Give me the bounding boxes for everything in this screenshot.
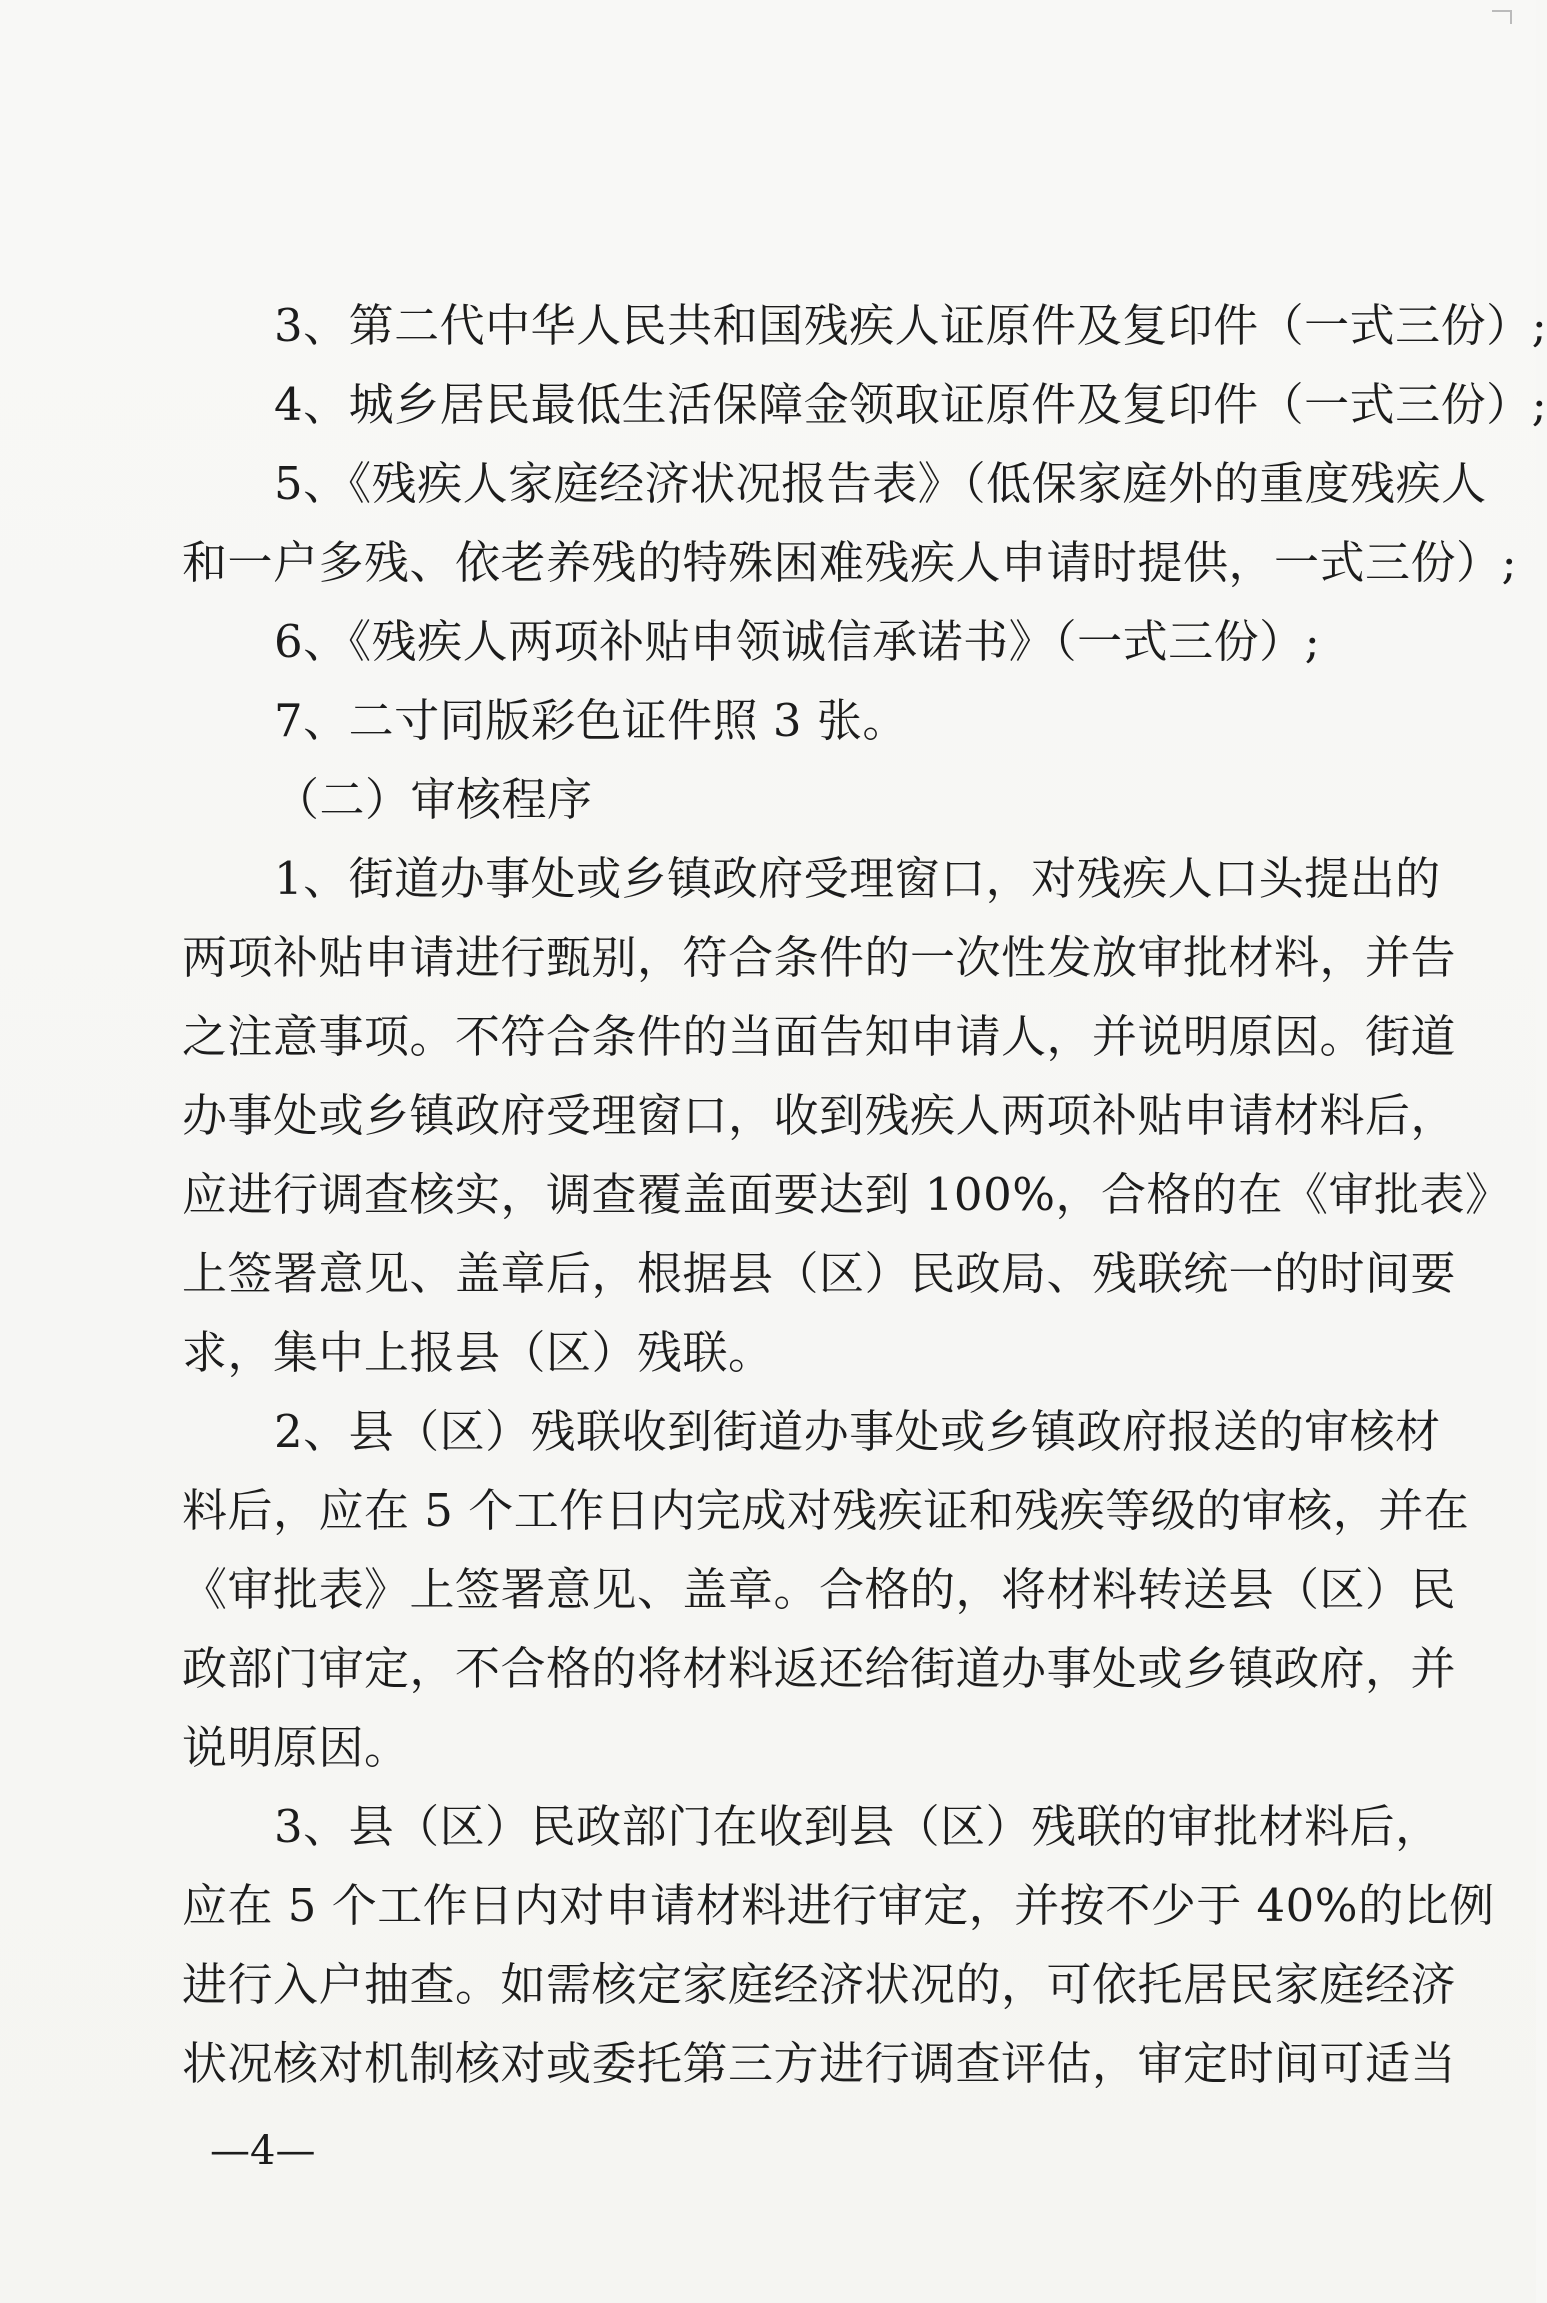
paragraph-1-line-7: 求，集中上报县（区）残联。 xyxy=(182,1326,774,1379)
list-item-5-continued: 和一户多残、依老养残的特殊困难残疾人申请时提供，一式三份）; xyxy=(182,536,1518,589)
document-body xyxy=(182,286,1547,2103)
list-item-7: 7、二寸同版彩色证件照 3 张。 xyxy=(274,694,908,747)
paragraph-2-line-3: 《审批表》上签署意见、盖章。合格的，将材料转送县（区）民 xyxy=(182,1563,1457,1616)
list-item-4: 4、城乡居民最低生活保障金领取证原件及复印件（一式三份）; xyxy=(274,378,1547,431)
page-number: —4— xyxy=(210,2128,316,2174)
paragraph-3-line-3: 进行入户抽查。如需核定家庭经济状况的，可依托居民家庭经济 xyxy=(182,1958,1457,2011)
paragraph-1-line-4: 办事处或乡镇政府受理窗口，收到残疾人两项补贴申请材料后， xyxy=(182,1089,1457,1142)
list-item-5: 5、《残疾人家庭经济状况报告表》（低保家庭外的重度残疾人 xyxy=(274,457,1487,510)
paragraph-2-line-5: 说明原因。 xyxy=(182,1721,410,1774)
paragraph-2-line-4: 政部门审定，不合格的将材料返还给街道办事处或乡镇政府，并 xyxy=(182,1642,1457,1695)
paragraph-2-line-1: 2、县（区）残联收到街道办事处或乡镇政府报送的审核材 xyxy=(274,1405,1441,1458)
paragraph-1-line-6: 上签署意见、盖章后，根据县（区）民政局、残联统一的时间要 xyxy=(182,1247,1457,1300)
list-item-3: 3、第二代中华人民共和国残疾人证原件及复印件（一式三份）; xyxy=(274,299,1547,352)
paragraph-1-line-2: 两项补贴申请进行甄别，符合条件的一次性发放审批材料，并告 xyxy=(182,931,1457,984)
paragraph-3-line-1: 3、县（区）民政部门在收到县（区）残联的审批材料后， xyxy=(274,1800,1441,1853)
paragraph-3-line-2: 应在 5 个工作日内对申请材料进行审定，并按不少于 40%的比例 xyxy=(182,1879,1495,1932)
scan-corner-mark xyxy=(1492,10,1512,24)
paragraph-2-line-2: 料后，应在 5 个工作日内完成对残疾证和残疾等级的审核，并在 xyxy=(182,1484,1470,1537)
paragraph-1-line-5: 应进行调查核实，调查覆盖面要达到 100%，合格的在《审批表》 xyxy=(182,1168,1511,1221)
paragraph-1-line-3: 之注意事项。不符合条件的当面告知申请人，并说明原因。街道 xyxy=(182,1010,1457,1063)
list-item-6: 6、《残疾人两项补贴申领诚信承诺书》（一式三份）; xyxy=(274,615,1321,668)
paragraph-1-line-1: 1、街道办事处或乡镇政府受理窗口，对残疾人口头提出的 xyxy=(274,852,1441,905)
paragraph-3-line-4: 状况核对机制核对或委托第三方进行调查评估，审定时间可适当 xyxy=(182,2037,1457,2090)
section-heading-review-procedure: （二）审核程序 xyxy=(274,773,593,826)
